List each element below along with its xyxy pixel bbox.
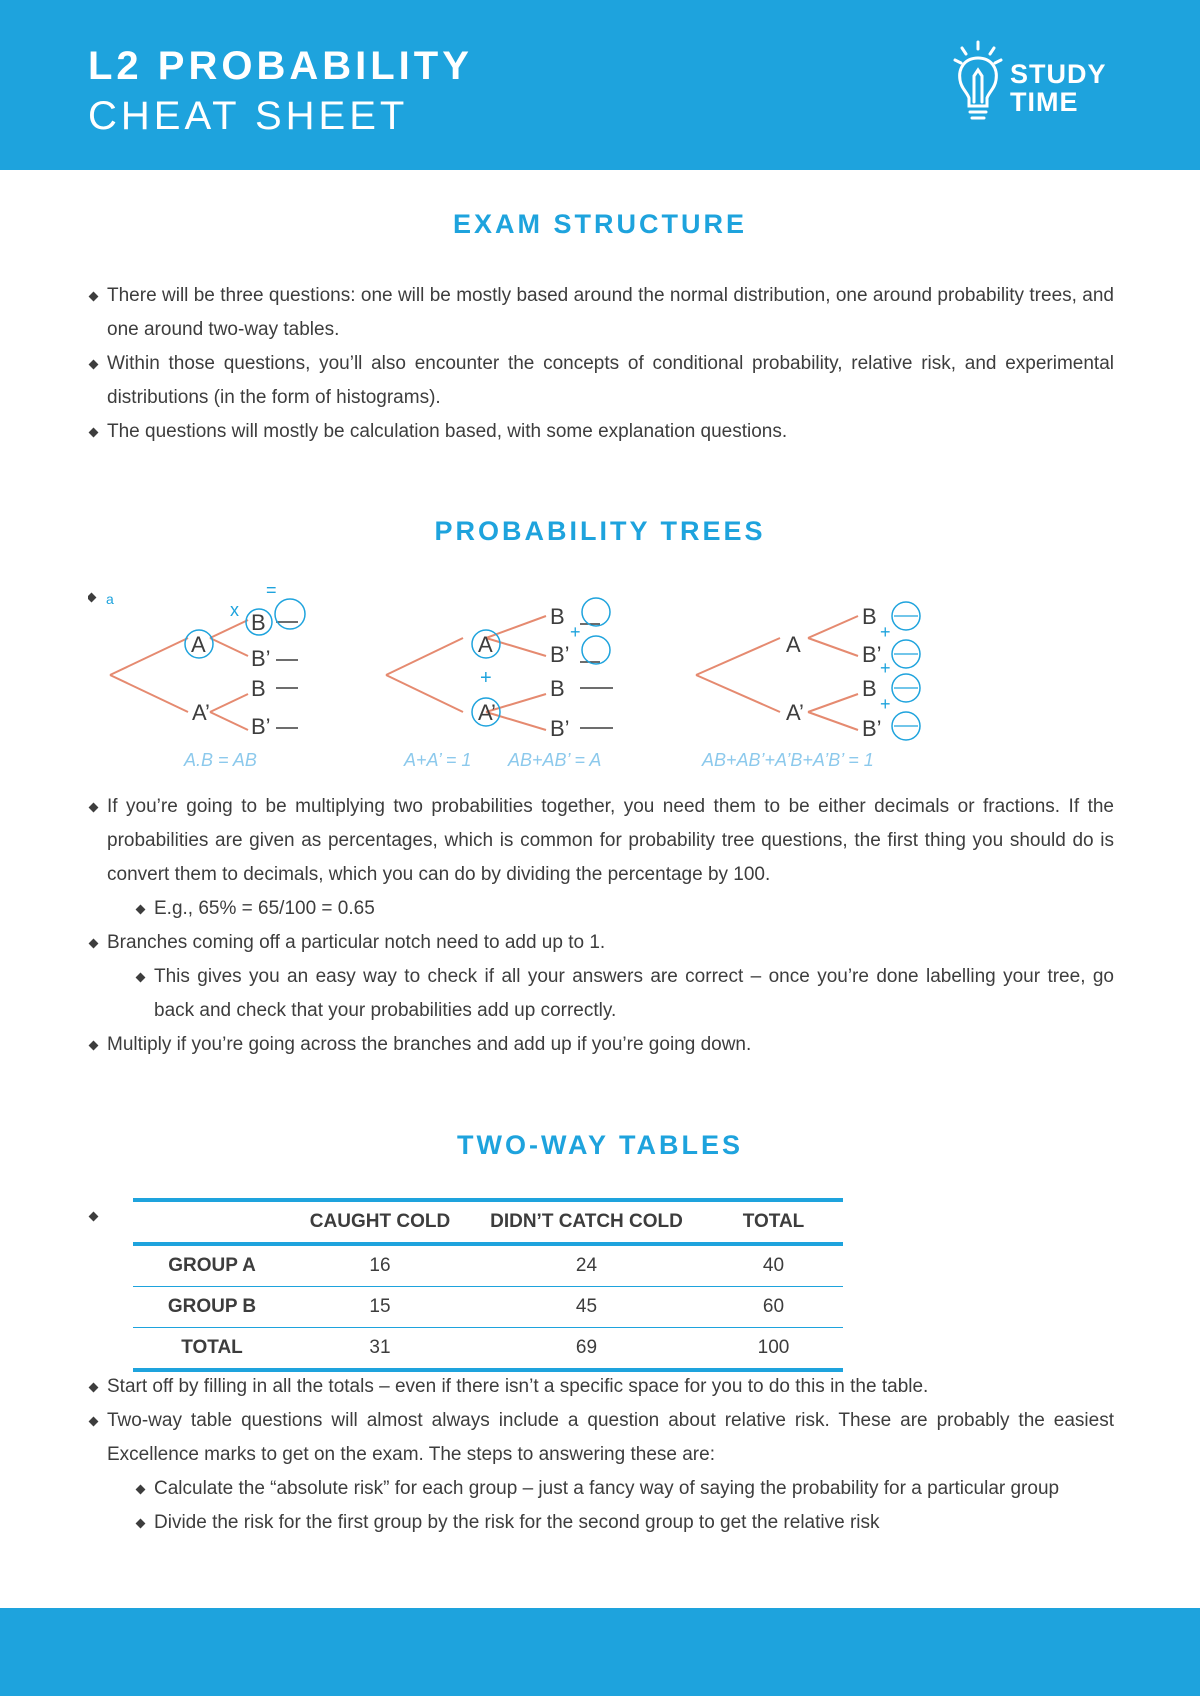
title-line-2: CHEAT SHEET (88, 94, 409, 138)
tree-node-label: B’ (251, 714, 271, 739)
plus-sign: + (480, 667, 492, 689)
column-header: TOTAL (742, 1211, 805, 1232)
study-time-logo (952, 40, 1122, 124)
probability-trees-list (88, 790, 1114, 1062)
table-cell: 60 (762, 1296, 785, 1317)
tree-node-label: B’ (550, 716, 570, 741)
tree-node-label: B (862, 604, 877, 629)
tree-node-label: B (550, 604, 565, 629)
section-title-two-way-tables: TWO-WAY TABLES (456, 1130, 743, 1160)
tree-node-label: B (251, 610, 266, 635)
exam-structure-list (88, 279, 1114, 449)
probability-tree-diagrams (88, 580, 948, 780)
table-cell: 100 (757, 1337, 790, 1358)
tree-node-label: B’ (862, 716, 882, 741)
table-cell: 16 (369, 1255, 391, 1276)
row-header: GROUP B (167, 1296, 257, 1317)
tree-caption: AB+AB’ = A (508, 750, 602, 770)
table-row (133, 1244, 843, 1287)
table-header-row (133, 1200, 843, 1244)
table-cell: 24 (575, 1255, 598, 1276)
two-way-table (133, 1198, 843, 1372)
diagram-marker: a (106, 591, 114, 607)
tree-node-label: A’ (786, 700, 804, 725)
section-title-exam-structure: EXAM STRUCTURE (452, 209, 747, 239)
row-header: GROUP A (168, 1255, 256, 1276)
tree-node-label: B (550, 676, 565, 701)
tree-node-label: B’ (550, 642, 570, 667)
list-item: Start off by filling in all the totals – even if there isn’t a specific space for you to do this in the table. (88, 1370, 1114, 1404)
equals-sign: = (266, 580, 277, 600)
table-cell: 69 (575, 1337, 598, 1358)
list-item-sub: E.g., 65% = 65/100 = 0.65 (135, 892, 1114, 926)
tree-node-label: A (786, 632, 801, 657)
tree-3 (696, 602, 920, 770)
tree-caption: AB+AB’+A’B+A’B’ = 1 (702, 750, 874, 770)
multiply-sign: x (230, 600, 239, 620)
tree-caption: A+A’ = 1 (404, 750, 472, 770)
table-cell: 40 (762, 1255, 785, 1276)
two-way-tables-list (88, 1370, 1114, 1540)
table-cell: 31 (369, 1337, 391, 1358)
list-item: Branches coming off a particular notch need to add up to 1. (88, 926, 1114, 960)
tree-node-label: B (862, 676, 877, 701)
list-item: Within those questions, you’ll also encounter the concepts of conditional probability, relative risk, and experimental distributions (in the form of histograms). (88, 347, 1114, 415)
logo-word-study: STUDY (1010, 59, 1107, 89)
lightbulb-icon (952, 40, 1008, 124)
list-bullet (88, 593, 96, 603)
tree-node-label: A (478, 632, 493, 657)
list-item-sub: Calculate the “absolute risk” for each group – just a fancy way of saying the probability for a particular group (135, 1472, 1114, 1506)
tree-node-label: A’ (192, 700, 210, 725)
table-cell: 45 (575, 1296, 598, 1317)
list-item-sub: Divide the risk for the first group by the risk for the second group to get the relative risk (135, 1506, 1114, 1540)
table-row (133, 1328, 843, 1371)
logo-word-time: TIME (1010, 87, 1079, 117)
plus-sign: + (880, 658, 891, 678)
row-header: TOTAL (181, 1337, 243, 1358)
table-cell: 15 (369, 1296, 391, 1317)
plus-sign: + (880, 694, 891, 714)
tree-node-label: B (251, 676, 266, 701)
list-item: There will be three questions: one will be mostly based around the normal distribution, one around probability trees, and one around two-way tables. (88, 279, 1114, 347)
list-bullet (89, 1212, 99, 1222)
tree-1 (110, 580, 305, 770)
tree-node-label: B’ (251, 646, 271, 671)
column-header (133, 1200, 291, 1244)
column-header: DIDN’T CATCH COLD (490, 1211, 683, 1232)
column-header: CAUGHT COLD (309, 1211, 451, 1232)
plus-sign: + (570, 622, 581, 642)
list-item-sub: This gives you an easy way to check if all your answers are correct – once you’re done labelling your tree, go back and check that your probabilities add up correctly. (135, 960, 1114, 1028)
list-item: The questions will mostly be calculation based, with some explanation questions. (88, 415, 1114, 449)
list-item: Two-way table questions will almost always include a question about relative risk. These are probably the easiest Excellence marks to get on the exam. The steps to answering these are: (88, 1404, 1114, 1472)
tree-2 (386, 598, 613, 770)
title-line-1: L2 PROBABILITY (88, 44, 473, 88)
tree-node-label: A (191, 632, 206, 657)
tree-caption: A.B = AB (184, 750, 257, 770)
section-title-probability-trees: PROBABILITY TREES (434, 516, 766, 546)
plus-sign: + (880, 622, 891, 642)
page-footer (0, 1608, 1200, 1696)
page-header (0, 0, 1200, 170)
tree-node-label: A’ (478, 700, 496, 725)
list-item: Multiply if you’re going across the branches and add up if you’re going down. (88, 1028, 1114, 1062)
list-item: If you’re going to be multiplying two probabilities together, you need them to be either decimals or fractions. If the probabilities are given as percentages, which is common for probability tree questions, the first thing you should do is convert them to decimals, which you can do by dividing the percentage by 100. (88, 790, 1114, 892)
table-row (133, 1287, 843, 1328)
tree-node-label: B’ (862, 642, 882, 667)
